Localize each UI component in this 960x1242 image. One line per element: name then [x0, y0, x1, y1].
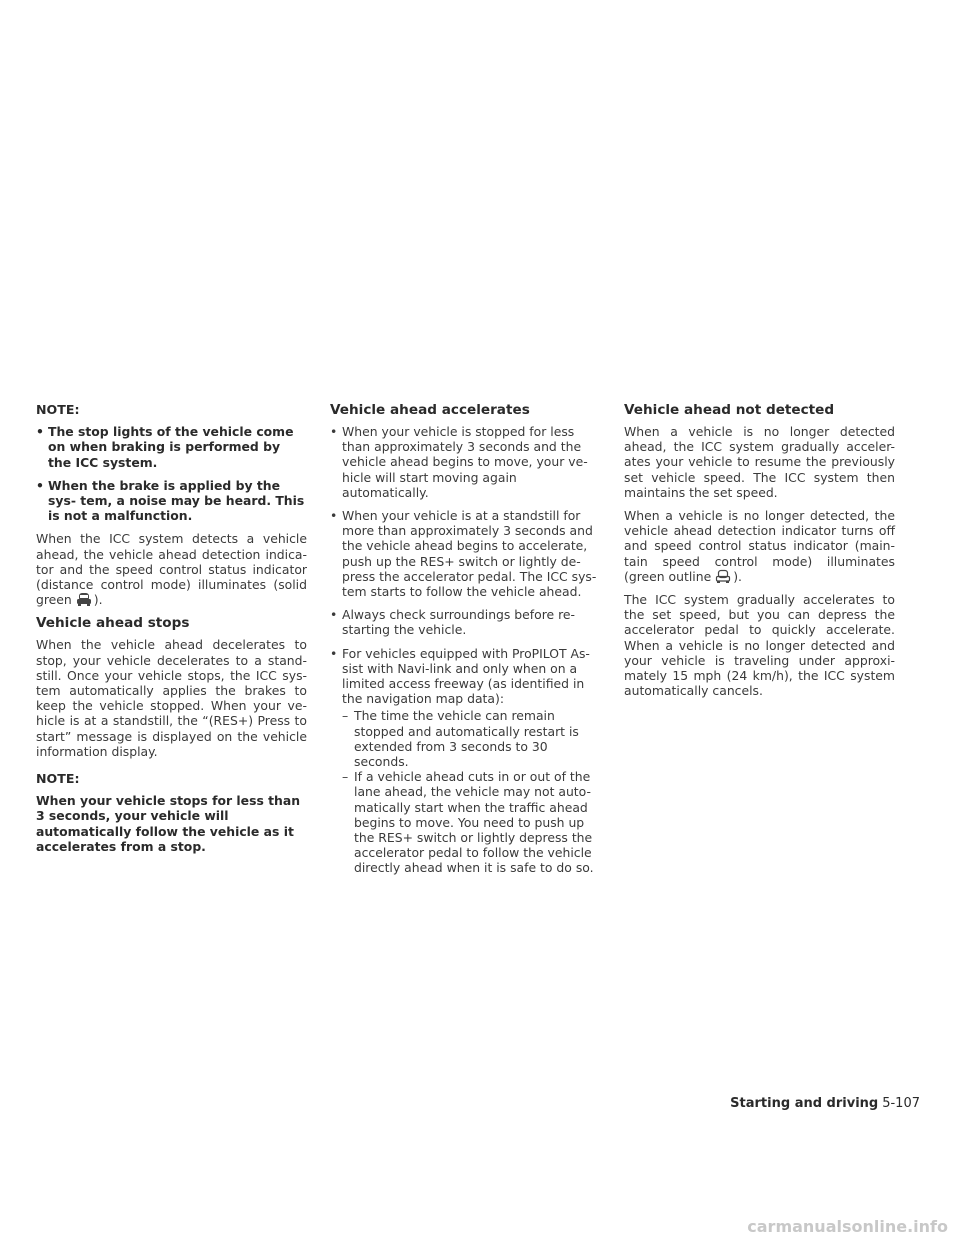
paragraph-not-detected-1: When a vehicle is no longer detected ahead, the ICC system gradually acceler- ates your vehicle to resume the previously set vehicle speed. The ICC system then maintains the set speed. — [624, 424, 895, 500]
heading-vehicle-ahead-accelerates: Vehicle ahead accelerates — [330, 402, 530, 418]
list-item: • When your vehicle is at a standstill for more than approximately 3 seconds and the vehicle ahead begins to accelerate, push up the RES+ switch or lightly de- press the accelerator pedal. The ICC sys- tem starts to follow the vehicle ahead. — [330, 508, 601, 599]
page-footer — [730, 1096, 920, 1111]
column-left — [36, 402, 307, 862]
watermark: carmanualsonline.info — [747, 1217, 948, 1236]
vehicle-ahead-outline-icon — [715, 569, 731, 584]
note-list — [36, 424, 307, 523]
sub-list-item: – If a vehicle ahead cuts in or out of the lane ahead, the vehicle may not auto- matically start when the traffic ahead begins to move. You need to push up the RES+ switch or lightly depress the accelerator pedal to follow the vehicle directly ahead when it is safe to do so. — [342, 769, 601, 875]
sub-list-item: – The time the vehicle can remain stopped and automatically restart is extended from 3 seconds to 30 seconds. — [342, 708, 601, 769]
note-item: • When the brake is applied by the sys- tem, a noise may be heard. This is not a malfunction. — [36, 478, 307, 524]
column-middle — [330, 402, 601, 884]
section-title: Starting and driving — [730, 1096, 879, 1111]
paragraph-detects: When the ICC system detects a vehicle ahead, the vehicle ahead detection indica- tor and the speed control status indicator (distance control mode) illuminates (solid green ). — [36, 531, 307, 608]
heading-vehicle-ahead-stops: Vehicle ahead stops — [36, 615, 190, 632]
sub-list — [342, 708, 601, 875]
paragraph-not-detected-2: When a vehicle is no longer detected, the vehicle ahead detection indicator turns off and speed control status indicator (main- tain speed control mode) illuminates (green outline ). — [624, 508, 895, 584]
list-item: • For vehicles equipped with ProPILOT As- sist with Navi-link and only when on a limited access freeway (as identified in the navigation map data): – The time the vehicle can remain stopped and automatically restart is extended from 3 seconds to 30 seconds. – If a vehicle ahead cuts in or out of the lane ahead, the vehicle may not auto- matically start when the traffic ahead begins to move. You need to push up the RES+ switch or lightly depress the accelerator pedal to follow the vehicle directly ahead when it is safe to do so. — [330, 646, 601, 876]
note-item: • The stop lights of the vehicle come on when braking is performed by the ICC system. — [36, 424, 307, 470]
note-heading: NOTE: — [36, 402, 80, 417]
vehicle-ahead-solid-icon — [76, 592, 92, 607]
paragraph-not-detected-3: The ICC system gradually accelerates to the set speed, but you can depress the accelerator pedal to quickly accelerate. When a vehicle is no longer detected and your vehicle is traveling under approxi- mately 15 mph (24 km/h), the ICC system automatically cancels. — [624, 592, 895, 699]
paragraph-stops: When the vehicle ahead decelerates to stop, your vehicle decelerates to a stand- still. Once your vehicle stops, the ICC sys- tem automatically applies the brakes to keep the vehicle stopped. When your ve- hicle is at a standstill, the “(RES+) Press to start” message is displayed on the vehicle information display. — [36, 637, 307, 759]
list-item: • Always check surroundings before re- starting the vehicle. — [330, 607, 601, 637]
page-number: 5-107 — [882, 1096, 920, 1111]
column-right — [624, 402, 895, 706]
heading-vehicle-ahead-not-detected: Vehicle ahead not detected — [624, 402, 835, 418]
note-text: When your vehicle stops for less than 3 seconds, your vehicle will automatically follow the vehicle as it accelerates from a stop. — [36, 793, 301, 854]
note-heading: NOTE: — [36, 771, 80, 787]
accelerates-list — [330, 424, 601, 876]
list-item: • When your vehicle is stopped for less than approximately 3 seconds and the vehicle ahead begins to move, your ve- hicle will start moving again automatically. — [330, 424, 601, 500]
